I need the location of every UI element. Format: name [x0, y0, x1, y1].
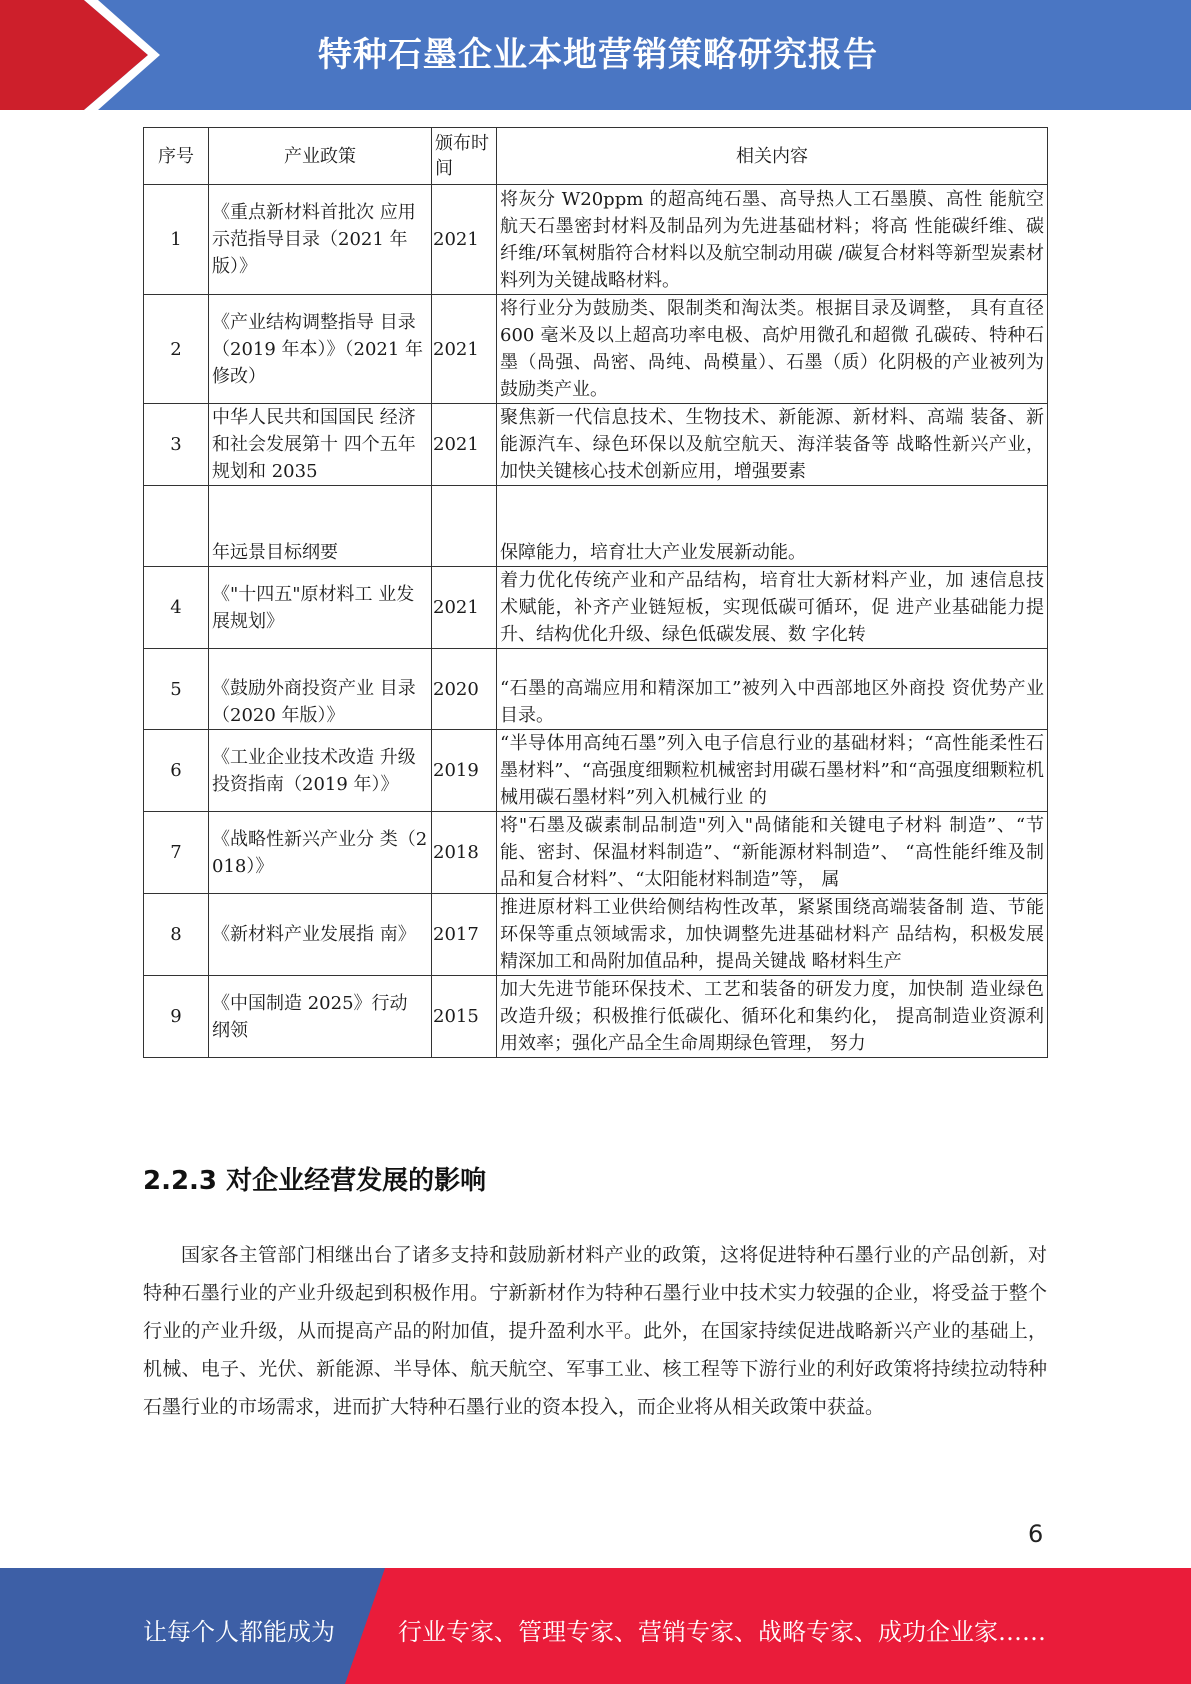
- table-row: [144, 976, 1048, 1058]
- cell-number: 3: [144, 404, 209, 486]
- cell-number: 9: [144, 976, 209, 1058]
- table-row: [144, 730, 1048, 812]
- column-header-year: 颁布时间: [432, 128, 497, 185]
- cell-year: 2019: [432, 730, 497, 812]
- cell-policy: 《中国制造 2025》行动 纲领: [209, 976, 432, 1058]
- policy-table: [143, 127, 1048, 1058]
- cell-policy: 《产业结构调整指导 目录（2019 年本）》（2021 年修改）: [209, 295, 432, 404]
- cell-number: 1: [144, 185, 209, 295]
- cell-year: 2021: [432, 295, 497, 404]
- page-header: [0, 0, 1191, 110]
- table-row: [144, 567, 1048, 649]
- cell-policy: 《重点新材料首批次 应用示范指导目录（2021 年版）》: [209, 185, 432, 295]
- cell-number: 8: [144, 894, 209, 976]
- cell-number: 2: [144, 295, 209, 404]
- cell-number: [144, 486, 209, 567]
- cell-content: 将"石墨及碳素制品制造"列入"咼储能和关键电子材料 制造”、“节能、密封、保温材料制造”、“新能源材料制造”、 “高性能纤维及制品和复合材料”、“太阳能材料制造”等， 属: [497, 812, 1048, 894]
- cell-year: 2021: [432, 185, 497, 295]
- table-row: [144, 295, 1048, 404]
- column-header-policy: 产业政策: [209, 128, 432, 185]
- cell-policy: 《战略性新兴产业分 类（2018）》: [209, 812, 432, 894]
- cell-number: 7: [144, 812, 209, 894]
- cell-year: 2015: [432, 976, 497, 1058]
- cell-year: 2018: [432, 812, 497, 894]
- cell-policy: 年远景目标纲要: [209, 486, 432, 567]
- cell-number: 4: [144, 567, 209, 649]
- cell-content: 聚焦新一代信息技术、生物技术、新能源、新材料、高端 装备、新能源汽车、绿色环保以及航空航天、海洋装备等 战略性新兴产业，加快关键核心技术创新应用，增强要素: [497, 404, 1048, 486]
- report-title: 特种石墨企业本地营销策略研究报告: [318, 35, 878, 75]
- cell-content: 加大先进节能环保技术、工艺和装备的研发力度，加快制 造业绿色改造升级；积极推行低碳化、循环化和集约化， 提高制造业资源利用效率；强化产品全生命周期绿色管理， 努力: [497, 976, 1048, 1058]
- cell-policy: 《"十四五"原材料工 业发展规划》: [209, 567, 432, 649]
- cell-policy: 中华人民共和国国民 经济和社会发展第十 四个五年规划和 2035: [209, 404, 432, 486]
- column-header-content: 相关内容: [497, 128, 1048, 185]
- table-row: [144, 894, 1048, 976]
- table-row: [144, 185, 1048, 295]
- cell-policy: 《工业企业技术改造 升级投资指南（2019 年）》: [209, 730, 432, 812]
- cell-policy: 《鼓励外商投资产业 目录（2020 年版）》: [209, 649, 432, 730]
- cell-year: 2017: [432, 894, 497, 976]
- column-header-number: 序号: [144, 128, 209, 185]
- cell-content: “石墨的高端应用和精深加工”被列入中西部地区外商投 资优势产业目录。: [497, 649, 1048, 730]
- header-red-chevron: [0, 0, 150, 110]
- table-row: [144, 404, 1048, 486]
- cell-year: 2021: [432, 404, 497, 486]
- section-heading: 2.2.3 对企业经营发展的影响: [143, 1166, 487, 1196]
- footer-slogan-left: 让每个人都能成为: [143, 1618, 335, 1646]
- cell-number: 6: [144, 730, 209, 812]
- cell-content: 将行业分为鼓励类、限制类和淘汰类。根据目录及调整， 具有直径 600 毫米及以上超高功率电极、高炉用微孔和超微 孔碳砖、特种石墨（咼强、咼密、咼纯、咼模量）、石墨（质）化阴极的产业被列为鼓励类产业。: [497, 295, 1048, 404]
- cell-number: 5: [144, 649, 209, 730]
- table-row: [144, 812, 1048, 894]
- cell-content: “半导体用高纯石墨”列入电子信息行业的基础材料；“高性能柔性石墨材料”、“高强度细颗粒机械密封用碳石墨材料”和“高强度细颗粒机械用碳石墨材料”列入机械行业 的: [497, 730, 1048, 812]
- table-header-row: [144, 128, 1048, 185]
- cell-policy: 《新材料产业发展指 南》: [209, 894, 432, 976]
- table-row: [144, 486, 1048, 567]
- cell-content: 保障能力，培育壮大产业发展新动能。: [497, 486, 1048, 567]
- cell-year: 2020: [432, 649, 497, 730]
- cell-year: 2021: [432, 567, 497, 649]
- page-footer: [0, 1568, 1191, 1684]
- cell-year: [432, 486, 497, 567]
- table-row: [144, 649, 1048, 730]
- footer-slogan-right: 行业专家、管理专家、营销专家、战略专家、成功企业家……: [398, 1618, 1046, 1646]
- cell-content: 着力优化传统产业和产品结构，培育壮大新材料产业，加 速信息技术赋能，补齐产业链短板，实现低碳可循环，促 进产业基础能力提升、结构优化升级、绿色低碳发展、数 字化转: [497, 567, 1048, 649]
- section-paragraph: 国家各主管部门相继出台了诸多支持和鼓励新材料产业的政策，这将促进特种石墨行业的产品创新，对特种石墨行业的产业升级起到积极作用。宁新新材作为特种石墨行业中技术实力较强的企业，将受益于整个行业的产业升级，从而提高产品的附加值，提升盈利水平。此外，在国家持续促进战略新兴产业的基础上，机械、电子、光伏、新能源、半导体、航天航空、军事工业、核工程等下游行业的利好政策将持续拉动特种石墨行业的市场需求，进而扩大特种石墨行业的资本投入，而企业将从相关政策中获益。: [143, 1244, 1047, 1418]
- page-number: 6: [1028, 1520, 1044, 1548]
- cell-content: 推进原材料工业供给侧结构性改革，紧紧围绕高端装备制 造、节能环保等重点领域需求，加快调整先进基础材料产 品结构，积极发展精深加工和咼附加值品种，提咼关键战 略材料生产: [497, 894, 1048, 976]
- cell-content: 将灰分 W20ppm 的超高纯石墨、高导热人工石墨膜、高性 能航空航天石墨密封材料及制品列为先进基础材料；将高 性能碳纤维、碳纤维/环氧树脂符合材料以及航空制动用碳 /碳复合材料等新型炭素材料列为关键战略材料。: [497, 185, 1048, 295]
